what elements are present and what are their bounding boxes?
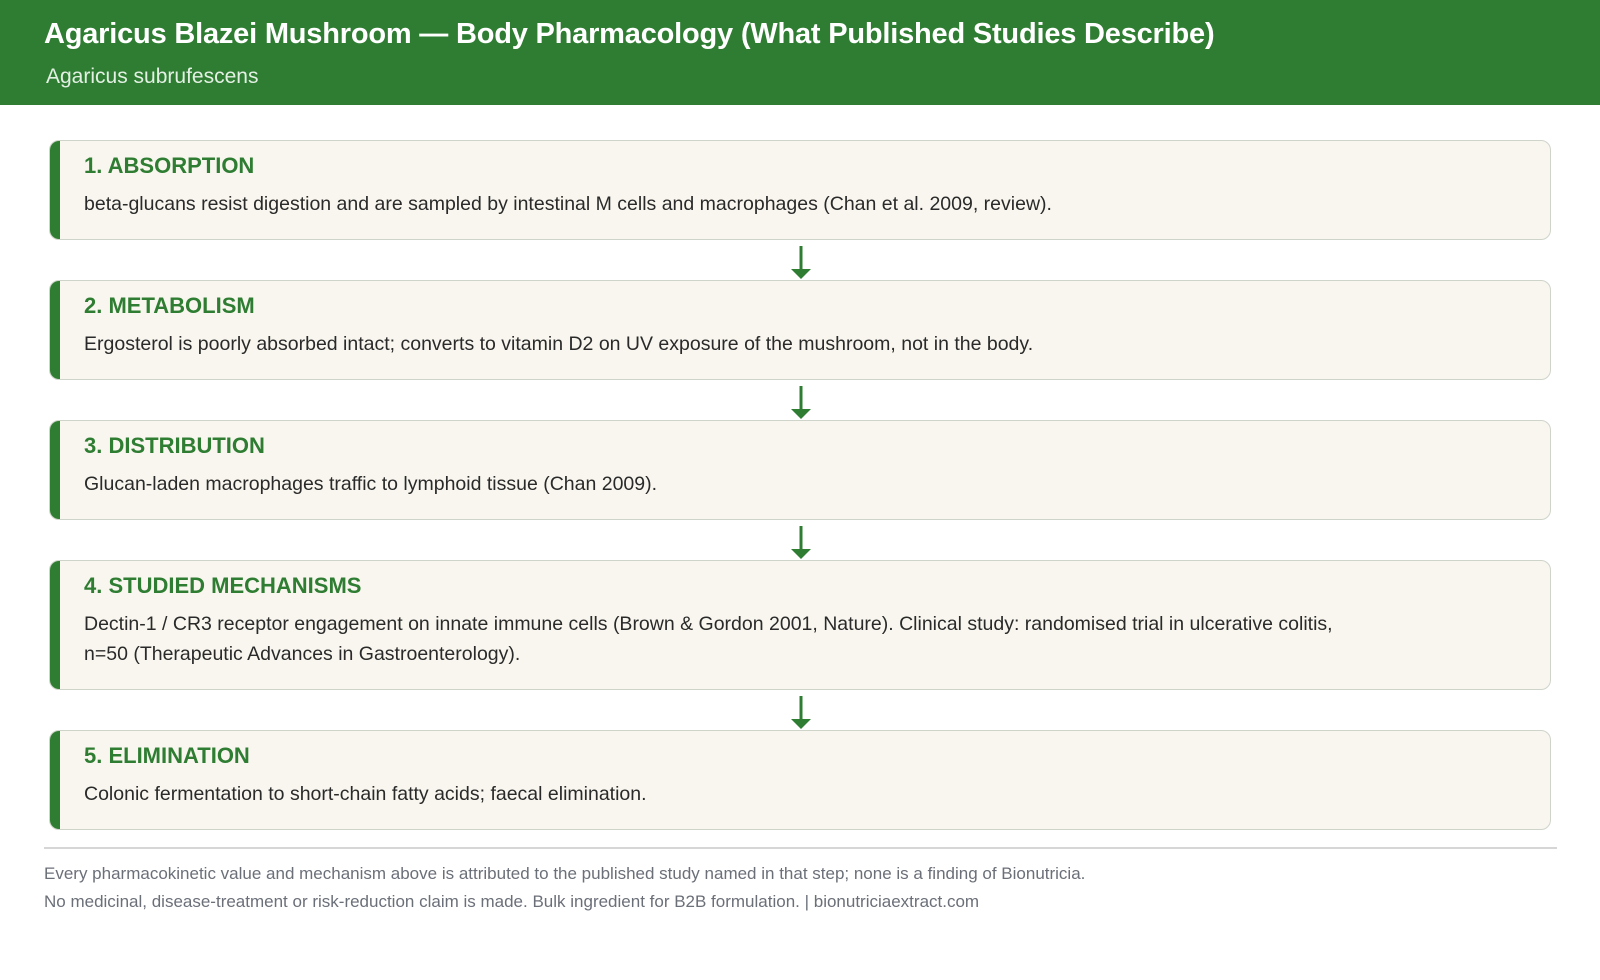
arrow-down-icon: [789, 384, 813, 420]
step-description: Ergosterol is poorly absorbed intact; converts to vitamin D2 on UV exposure of the mushroom, not in the body.: [84, 333, 1034, 355]
step-accent-bar: [50, 421, 60, 519]
step-absorption: [49, 140, 1551, 240]
step-description: Dectin-1 / CR3 receptor engagement on innate immune cells (Brown & Gordon 2001, Nature). Clinical study: randomised trial in ulcerative colitis, n=50 (Therapeutic Advances in Gastroenterology).: [84, 613, 1333, 665]
step-title: 2. METABOLISM: [84, 293, 255, 318]
footer-attribution-note: Every pharmacokinetic value and mechanism above is attributed to the published study named in that step; none is a finding of Bionutricia.: [44, 864, 1086, 883]
step-studied-mechanisms: [49, 560, 1551, 690]
step-description: Colonic fermentation to short-chain fatty acids; faecal elimination.: [84, 783, 647, 805]
step-metabolism: [49, 280, 1551, 380]
step-description: Glucan-laden macrophages traffic to lymphoid tissue (Chan 2009).: [84, 473, 658, 495]
step-distribution: [49, 420, 1551, 520]
step-accent-bar: [50, 731, 60, 829]
step-accent-bar: [50, 561, 60, 689]
step-accent-bar: [50, 141, 60, 239]
footer-disclaimer: No medicinal, disease-treatment or risk-reduction claim is made. Bulk ingredient for B2B formulation. | bionutriciaextract.com: [44, 892, 980, 911]
arrow-down-icon: [789, 694, 813, 730]
arrow-down-icon: [789, 524, 813, 560]
footer-divider: [44, 847, 1557, 849]
step-elimination: [49, 730, 1551, 830]
step-title: 1. ABSORPTION: [84, 153, 255, 178]
step-description: beta-glucans resist digestion and are sampled by intestinal M cells and macrophages (Chan et al. 2009, review).: [84, 193, 1052, 215]
step-title: 3. DISTRIBUTION: [84, 433, 265, 458]
step-title: 5. ELIMINATION: [84, 743, 250, 768]
step-accent-bar: [50, 281, 60, 379]
page-header: [0, 0, 1600, 105]
page-title: Agaricus Blazei Mushroom — Body Pharmacology (What Published Studies Describe): [44, 18, 1215, 50]
arrow-down-icon: [789, 244, 813, 280]
page-subtitle: Agaricus subrufescens: [46, 65, 259, 88]
step-title: 4. STUDIED MECHANISMS: [84, 573, 362, 598]
